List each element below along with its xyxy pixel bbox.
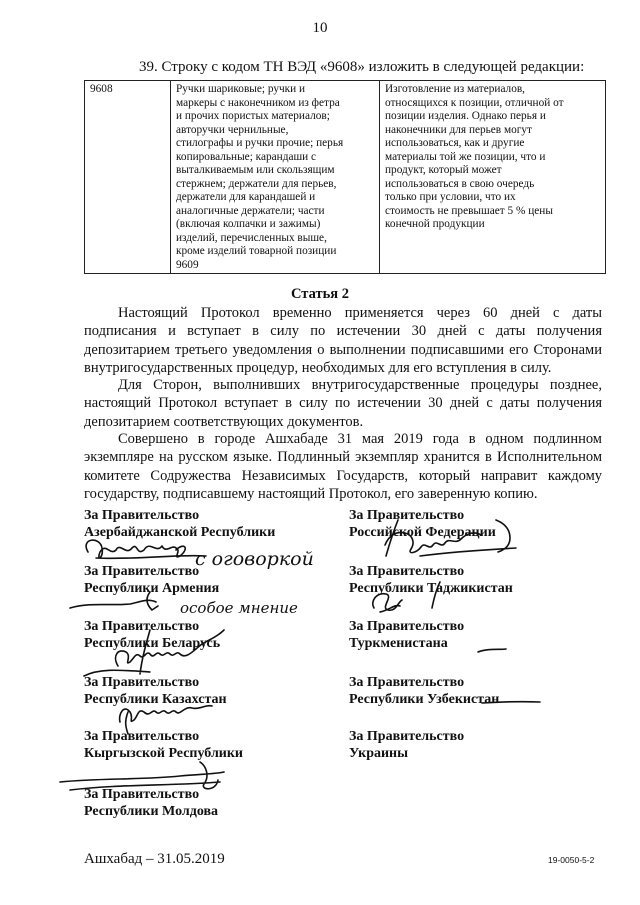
goods-line: изделий, перечисленных выше, <box>176 231 327 244</box>
signatory-line: За Правительство <box>84 619 200 634</box>
condition-line: материалы той же позиции, что и <box>385 150 546 163</box>
paragraph-done-at: Совершено в городе Ашхабаде 31 мая 2019 года в одном подлинном экземпляре на русском языке. Подлинный экземпляр хранится в Исполнительном комитете Содружества Независимых Государств, который направит каждому государству, подписавшему настоящий Протокол, его заверенную копию. <box>84 431 602 502</box>
goods-line: 9609 <box>176 258 199 271</box>
article-title: Статья 2 <box>291 286 349 302</box>
signatory-country: Туркменистана <box>349 636 448 651</box>
table-row <box>85 81 606 274</box>
signatory-country: Республики Таджикистан <box>349 581 513 596</box>
condition-line: относящихся к позиции, отличной от <box>385 96 564 109</box>
signature-turkmenistan <box>478 649 506 652</box>
condition-line: использоваться, как и другие <box>385 137 525 149</box>
signatory-tajikistan <box>349 563 513 597</box>
goods-line: стилографы и ручки прочие; перья <box>176 137 344 149</box>
goods-line: авторучки чернильные, <box>176 123 289 136</box>
signatory-line: За Правительство <box>84 675 200 690</box>
signatory-kazakhstan <box>84 674 227 708</box>
footer-place-date: Ашхабад – 31.05.2019 <box>84 851 225 867</box>
goods-line: и прочих пористых материалов; <box>176 110 330 122</box>
signatory-line: За Правительство <box>84 787 200 802</box>
condition-line: наконечники для перьев могут <box>385 123 532 136</box>
signatory-country: Республики Армения <box>84 581 220 596</box>
signatory-country: Республики Беларусь <box>84 636 221 651</box>
goods-description-cell <box>171 81 380 274</box>
signatory-country: Украины <box>349 746 409 761</box>
goods-line: аналогичные держатели; части <box>176 204 325 217</box>
signatory-kyrgyzstan <box>84 728 243 762</box>
signatory-line: За Правительство <box>84 729 200 744</box>
paragraph-application: Настоящий Протокол временно применяется через 60 дней с даты подписания и вступает в силу по истечении 30 дней с даты получения депозитарием третьего уведомления о выполнении подписавшими его Сторонами внутригосударственных процедур, необходимых для его вступления в силу. <box>84 305 602 376</box>
paragraph-late-parties: Для Сторон, выполнивших внутригосударственные процедуры позднее, настоящий Протокол вступает в силу по истечении 30 дней с даты получения депозитарием соответствующих документов. <box>84 377 602 430</box>
goods-line: Ручки шариковые; ручки и <box>176 83 306 95</box>
signatory-country: Кыргызской Республики <box>84 746 243 761</box>
signatory-line: За Правительство <box>349 564 465 579</box>
goods-line: копировальные; карандаши с <box>176 150 317 163</box>
goods-line: кроме изделий товарной позиции <box>176 245 337 257</box>
amendment-intro: 39. Строку с кодом ТН ВЭД «9608» изложить в следующей редакции: <box>139 59 585 75</box>
footer-doc-code: 19-0050-5-2 <box>548 855 595 865</box>
goods-line: (включая колпачки и зажимы) <box>176 218 321 230</box>
signatory-country: Республики Молдова <box>84 804 219 819</box>
goods-line: держатели для карандашей и <box>176 191 316 203</box>
condition-line: использоваться в свою очередь <box>385 177 535 190</box>
signatory-country: Республики Узбекистан <box>349 692 500 707</box>
signatory-armenia <box>84 563 219 597</box>
tnved-table <box>84 80 606 274</box>
signatory-belarus <box>84 618 220 652</box>
condition-line: стоимость не превышает 5 % цены <box>385 204 553 217</box>
handwritten-note-azerbaijan: с оговоркой <box>195 548 314 570</box>
condition-line: Изготовление из материалов, <box>385 83 526 95</box>
signatory-country: Азербайджанской Республики <box>84 525 276 540</box>
condition-line: продукт, который может <box>385 164 502 176</box>
signatory-turkmenistan <box>349 618 464 652</box>
signatory-country: Российской Федерации <box>349 525 496 540</box>
origin-condition-cell <box>380 81 606 274</box>
condition-line: только при условии, что их <box>385 191 516 203</box>
page-number: 10 <box>312 20 328 36</box>
signatory-line: За Правительство <box>349 675 465 690</box>
signatory-azerbaijan <box>84 507 275 541</box>
condition-line: позиции изделия. Однако перья и <box>385 110 546 122</box>
signature-azerbaijan <box>86 540 185 558</box>
signatory-uzbekistan <box>349 674 499 708</box>
signatory-line: За Правительство <box>349 619 465 634</box>
signatory-line: За Правительство <box>84 564 200 579</box>
handwritten-note-armenia: особое мнение <box>180 599 298 617</box>
signatory-line: За Правительство <box>349 508 465 523</box>
signatory-line: За Правительство <box>84 508 200 523</box>
goods-line: выталкиваемым или скользящим <box>176 164 335 176</box>
signatory-ukraine <box>349 728 464 762</box>
goods-line: стержнем; держатели для перьев, <box>176 177 337 190</box>
condition-line: конечной продукции <box>385 218 485 230</box>
signatory-russia <box>349 507 496 541</box>
tnved-code-cell: 9608 <box>85 81 171 274</box>
signatory-line: За Правительство <box>349 729 465 744</box>
signatory-moldova <box>84 786 218 820</box>
goods-line: маркеры с наконечником из фетра <box>176 96 340 109</box>
signatory-country: Республики Казахстан <box>84 692 227 707</box>
